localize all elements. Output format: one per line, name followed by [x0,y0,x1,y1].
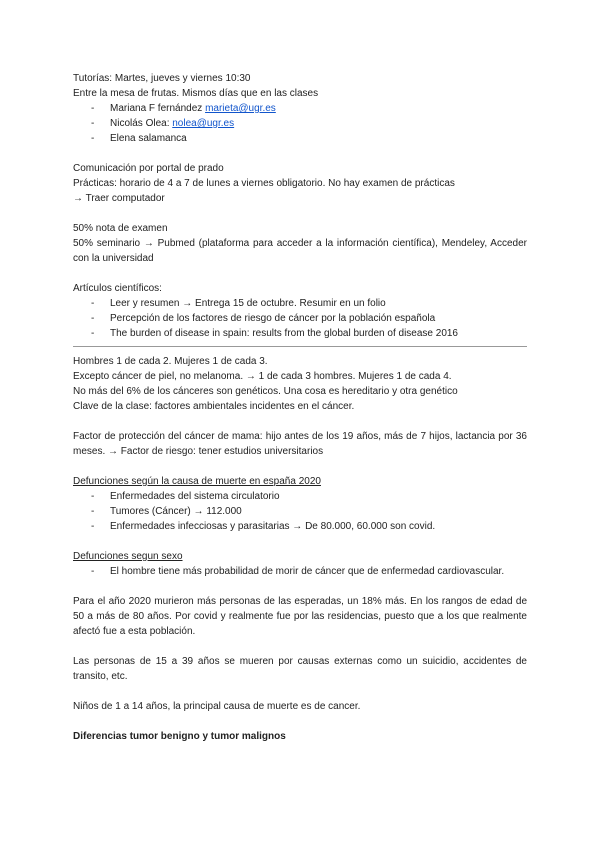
text-line: Hombres 1 de cada 2. Mujeres 1 de cada 3. [73,356,268,367]
defunciones-sexo-heading: Defunciones segun sexo [73,551,183,562]
factor-paragraph: Factor de protección del cáncer de mama: hijo antes de los 19 años, más de 7 hijos, lactancia por 36 meses. → Factor de riesgo: tener estudios universitarios [73,431,527,457]
list-item: - Nicolás Olea: nolea@ugr.es [91,118,235,129]
text-line: No más del 6% de los cánceres son genéticos. Una cosa es hereditario y otra genético [73,386,458,397]
defunciones-causa-heading: Defunciones según la causa de muerte en españa 2020 [73,476,321,487]
list-item: - Enfermedades infecciosas y parasitarias → De 80.000, 60.000 son covid. [91,521,436,532]
list-item: - The burden of disease in spain: results from the global burden of disease 2016 [91,328,458,339]
horizontal-rule [73,341,527,354]
list-item: - Enfermedades del sistema circulatorio [91,491,280,502]
seminario-paragraph: 50% seminario → Pubmed (plataforma para acceder a la información científica), Mendeley, Acceder con la universidad [73,238,527,264]
paragraph-15-39: Las personas de 15 a 39 años se mueren por causas externas como un suicidio, accidentes de transito, etc. [73,656,527,682]
contact-name: Mariana F fernández [110,103,206,114]
tutorias-line: Tutorías: Martes, jueves y viernes 10:30 [73,73,251,84]
email-link[interactable]: nolea@ugr.es [172,118,235,129]
practicas-line: Prácticas: horario de 4 a 7 de lunes a viernes obligatorio. No hay examen de prácticas [73,178,455,189]
nota-line: 50% nota de examen [73,223,168,234]
mesa-line: Entre la mesa de frutas. Mismos días que en las clases [73,88,319,99]
contact-name: Elena salamanca [110,133,187,144]
traer-line: → Traer computador [73,193,165,204]
paragraph-2020: Para el año 2020 murieron más personas de las esperadas, un 18% más. En los rangos de edad de 50 a más de 80 años. Por covid y realmente fue por las residencias, puesto que a los que realmente afectó fue a esta población. [73,596,527,637]
list-item-text: El hombre tiene más probabilidad de morir de cáncer que de enfermedad cardiovascular. [110,566,505,577]
list-item: - Leer y resumen → Entrega 15 de octubre. Resumir en un folio [91,298,386,309]
contact-name: Nicolás Olea: [110,118,173,129]
list-item-text: Percepción de los factores de riesgo de cáncer por la población española [110,313,436,324]
comunicacion-line: Comunicación por portal de prado [73,163,224,174]
list-item-text: Tumores (Cáncer) → 112.000 [110,506,242,517]
email-link[interactable]: marieta@ugr.es [205,103,276,114]
list-item-text: Enfermedades infecciosas y parasitarias → De 80.000, 60.000 son covid. [110,521,436,532]
document-page [73,71,527,744]
list-item-text: Enfermedades del sistema circulatorio [110,491,280,502]
list-item: - Mariana F fernández marieta@ugr.es [91,103,276,114]
text-line: Excepto cáncer de piel, no melanoma. → 1 de cada 3 hombres. Mujeres 1 de cada 4. [73,371,452,382]
articulos-title: Artículos científicos: [73,283,162,294]
paragraph-ninos: Niños de 1 a 14 años, la principal causa de muerte es de cancer. [73,701,361,712]
list-item: - Elena salamanca [91,133,187,144]
list-item: - Percepción de los factores de riesgo de cáncer por la población española [91,313,436,324]
list-item-text: The burden of disease in spain: results from the global burden of disease 2016 [110,328,458,339]
list-item: - El hombre tiene más probabilidad de morir de cáncer que de enfermedad cardiovascular. [91,566,505,577]
list-item-text: Leer y resumen → Entrega 15 de octubre. Resumir en un folio [110,298,386,309]
diferencias-heading: Diferencias tumor benigno y tumor malignos [73,731,286,742]
text-line: Clave de la clase: factores ambientales incidentes en el cáncer. [73,401,355,412]
list-item: - Tumores (Cáncer) → 112.000 [91,506,242,517]
